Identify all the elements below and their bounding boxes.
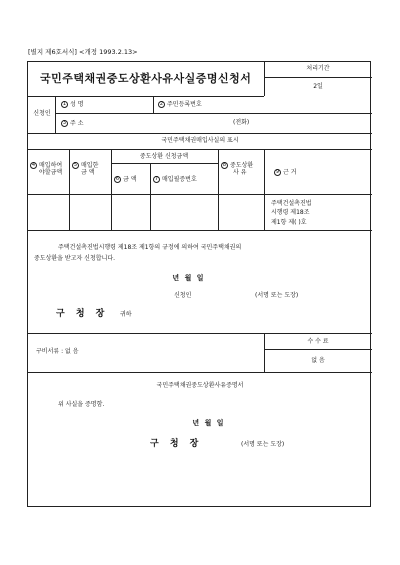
name-field[interactable] bbox=[61, 101, 84, 109]
circled-number-icon: 8 bbox=[222, 162, 227, 168]
circled-number-icon: 7 bbox=[154, 176, 159, 182]
col-repay-group: 중도상환 신청금액 bbox=[139, 153, 189, 160]
statement-text: 주택건설촉진법시행령 제18조 제1항의 규정에 의하여 국민주택채권의 중도상환을 받고자 신청합니다. bbox=[34, 244, 242, 262]
address-field[interactable] bbox=[61, 120, 84, 128]
rrn-label: 주민등록번호 bbox=[167, 101, 202, 108]
address-label: 주 소 bbox=[70, 120, 84, 127]
phone-label: (전화) bbox=[233, 119, 250, 126]
col-purchase-required: 4 매입하여 야할금액 bbox=[31, 162, 63, 176]
fee-label: 수 수 료 bbox=[307, 338, 329, 345]
processing-period-label: 처리기간 bbox=[306, 65, 330, 72]
col-bond-number: 7 매입필증번호 bbox=[154, 176, 197, 183]
certificate-issuer: 구 청 장 bbox=[150, 439, 203, 449]
circled-number-icon: 6 bbox=[115, 176, 120, 182]
fee-value: 없 음 bbox=[311, 357, 325, 364]
certificate-text: 위 사실을 증명함. bbox=[58, 401, 105, 408]
circled-number-icon: 9 bbox=[275, 169, 280, 175]
col-purchase-amount: 5 매입한 금 액 bbox=[73, 162, 99, 176]
form-header-note: [별지 제6호서식] <개정 1993.2.13> bbox=[28, 48, 138, 56]
application-form bbox=[27, 61, 371, 507]
circled-number-icon: 4 bbox=[31, 162, 36, 168]
basis-text: 주택건설촉진법 시행령 제18조 제1항 제( )호 bbox=[271, 200, 312, 226]
certificate-date[interactable]: 년 월 일 bbox=[192, 419, 224, 427]
signer-label: 신청인 bbox=[174, 292, 192, 299]
processing-period-value: 2일 bbox=[313, 83, 323, 90]
attachments-text: 구비서류 : 없 음 bbox=[36, 348, 79, 355]
col-basis: 9 근 거 bbox=[275, 169, 297, 176]
form-title: 국민주택채권중도상환사유사실증명신청서 bbox=[40, 72, 252, 85]
signer-sign-note: (서명 또는 도장) bbox=[255, 292, 299, 299]
name-label: 성 명 bbox=[70, 101, 84, 108]
bond-section-title: 국민주택채권매입사실의 표시 bbox=[161, 137, 239, 144]
certificate-sign-note: (서명 또는 도장) bbox=[241, 441, 285, 448]
col-repay-reason: 8 중도상환 사 유 bbox=[222, 162, 254, 176]
addressee-suffix: 귀하 bbox=[120, 311, 132, 318]
rrn-field[interactable] bbox=[158, 101, 202, 109]
certificate-title: 국민주택채권중도상환사유증명서 bbox=[156, 382, 244, 389]
addressee: 구 청 장 bbox=[56, 309, 109, 319]
col-amount: 6 금 액 bbox=[115, 176, 137, 183]
circled-number-icon: 1 bbox=[62, 101, 67, 107]
circled-number-icon: 5 bbox=[73, 162, 78, 168]
circled-number-icon: 3 bbox=[62, 120, 67, 126]
application-date[interactable]: 년 월 일 bbox=[172, 274, 204, 282]
applicant-label: 신청인 bbox=[33, 110, 51, 117]
circled-number-icon: 2 bbox=[159, 101, 164, 107]
